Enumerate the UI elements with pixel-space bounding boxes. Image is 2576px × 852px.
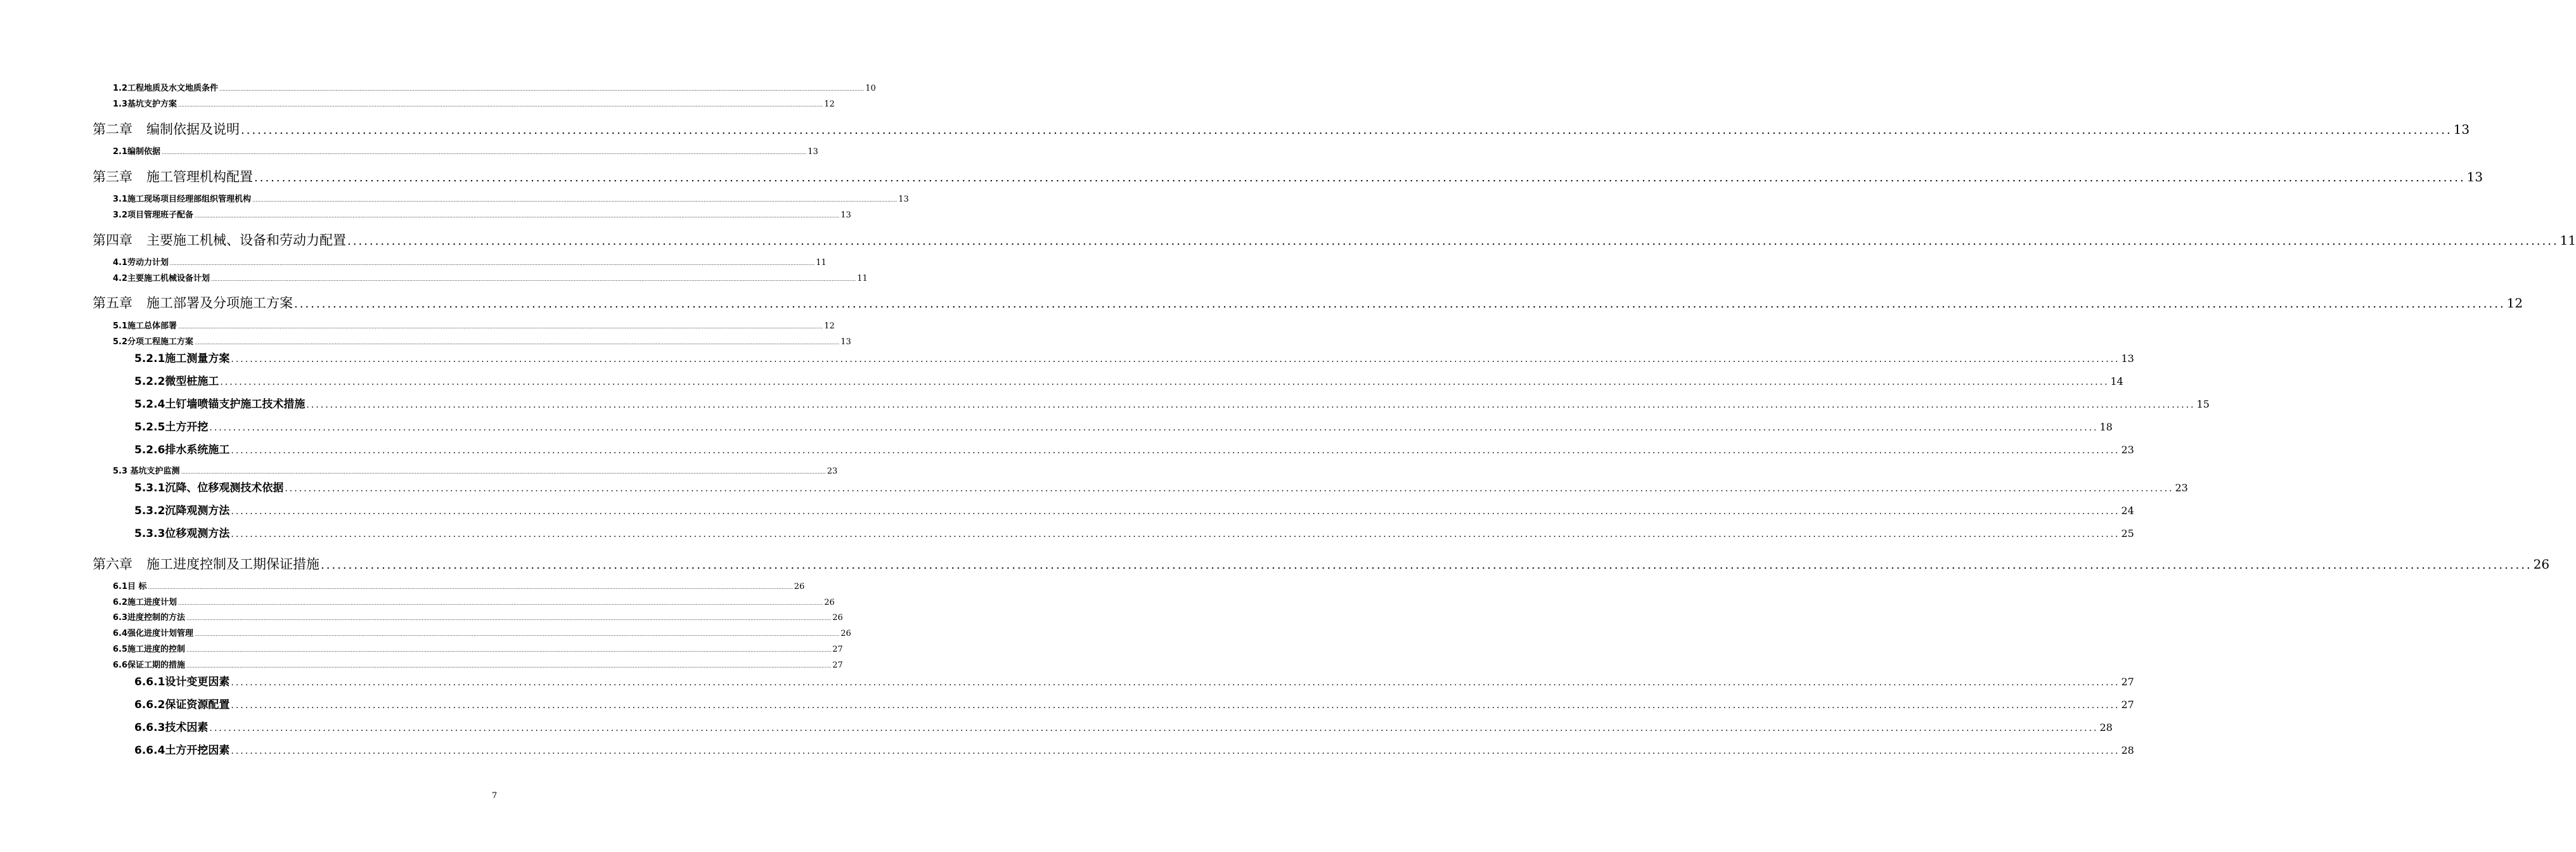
toc-entry[interactable]: [113, 319, 835, 331]
toc-entry[interactable]: [113, 610, 843, 623]
toc-entry-page: 12: [824, 100, 835, 109]
toc-entry[interactable]: [113, 658, 843, 670]
dot-leader: ................................................................................................................................................................................................................................................................................................................................................................................................................: [220, 377, 2109, 387]
toc-entry-title: 6.6保证工期的措施: [113, 661, 186, 670]
toc-entry-page: 13: [808, 147, 818, 157]
dot-leader: ................................................................................................................................................................................................................................................................................................................................................................................................................: [195, 213, 840, 219]
toc-entry-title: 4.1劳动力计划: [113, 258, 169, 268]
chapter-number: 第六章: [93, 557, 132, 572]
toc-entry-title: 6.1目 标: [113, 582, 147, 591]
toc-entry-page: 26: [832, 613, 843, 623]
toc-entry-title: 6.6.2保证资源配置: [134, 699, 230, 711]
dot-leader: ................................................................................................................................................................................................................................................................................................................................................................................................................: [148, 584, 793, 590]
toc-entry-title: 3.2项目管理班子配备: [113, 210, 194, 220]
toc-entry-page: 18: [2099, 421, 2113, 433]
toc-entry[interactable]: [113, 255, 827, 268]
toc-entry-page: 12: [2506, 295, 2523, 311]
toc-entry[interactable]: [113, 192, 909, 204]
toc-entry-page: 27: [832, 645, 843, 654]
toc-entry-title: 5.3 基坑支护监测: [113, 467, 180, 476]
toc-entry-page: 27: [832, 661, 843, 670]
toc-entry-title: 1.2工程地质及水文地质条件: [113, 84, 219, 93]
toc-entry-title: 5.2分项工程施工方案: [113, 337, 194, 347]
toc-entry[interactable]: [93, 230, 2576, 249]
toc-entry[interactable]: [113, 81, 876, 93]
toc-entry-title: 5.3.1沉降、位移观测技术依据: [134, 482, 284, 494]
toc-entry-page: 25: [2121, 527, 2134, 539]
toc-entry-page: 26: [840, 629, 851, 638]
dot-leader: ................................................................................................................................................................................................................................................................................................................................................................................................................: [186, 616, 832, 621]
toc-entry[interactable]: [113, 464, 838, 476]
toc-entry-title: 主要施工机械、设备和劳动力配置: [146, 233, 346, 248]
toc-entry[interactable]: [134, 479, 2188, 494]
toc-entry-title: 6.6.3技术因素: [134, 721, 209, 734]
toc-entry-title: 1.3基坑支护方案: [113, 100, 177, 109]
toc-entry-title: 编制依据及说明: [146, 122, 240, 137]
toc-entry-page: 27: [2121, 676, 2134, 688]
chapter-number: 第三章: [93, 169, 132, 184]
dot-leader: ................................................................................................................................................................................................................................................................................................................................................................................................................: [231, 700, 2120, 711]
dot-leader: ................................................................................................................................................................................................................................................................................................................................................................................................................: [231, 354, 2120, 365]
toc-entry[interactable]: [93, 554, 2550, 573]
toc-entry[interactable]: [93, 119, 2470, 138]
toc-entry[interactable]: [113, 626, 851, 638]
dot-leader: ................................................................................................................................................................................................................................................................................................................................................................................................................: [231, 529, 2120, 539]
toc-entry-title: 5.2.5土方开挖: [134, 421, 209, 434]
toc-entry[interactable]: [134, 501, 2134, 517]
toc-entry-title: 施工部署及分项施工方案: [146, 295, 293, 311]
toc-entry[interactable]: [134, 441, 2134, 456]
toc-entry-page: 11: [2560, 233, 2576, 248]
dot-leader: ................................................................................................................................................................................................................................................................................................................................................................................................................: [195, 340, 840, 345]
toc-entry[interactable]: [134, 349, 2134, 365]
dot-leader: ................................................................................................................................................................................................................................................................................................................................................................................................................: [186, 663, 832, 669]
toc-entry-page: 26: [2533, 557, 2550, 572]
toc-entry-title: 5.3.3位移观测方法: [134, 527, 230, 540]
toc-entry-title: 3.1施工现场项目经理部组织管理机构: [113, 195, 252, 204]
toc-entry[interactable]: [113, 208, 851, 220]
toc-entry[interactable]: [113, 335, 851, 347]
toc-entry[interactable]: [134, 718, 2113, 734]
chapter-number: 第五章: [93, 295, 132, 311]
toc-entry-page: 15: [2196, 398, 2210, 410]
toc-entry-title: 5.2.6排水系统施工: [134, 444, 230, 456]
toc-entry-page: 11: [857, 274, 868, 283]
toc-entry[interactable]: [134, 418, 2113, 434]
toc-entry-title: 2.1编制依据: [113, 147, 161, 157]
toc-entry-page: 28: [2099, 721, 2113, 733]
toc-entry-page: 26: [824, 598, 835, 607]
dot-leader: ................................................................................................................................................................................................................................................................................................................................................................................................................: [285, 484, 2174, 494]
toc-entry[interactable]: [134, 524, 2134, 540]
toc-entry-title: 6.6.4土方开挖因素: [134, 744, 230, 757]
toc-entry-title: 5.2.4土钉墙喷锚支护施工技术措施: [134, 398, 306, 411]
dot-leader: ................................................................................................................................................................................................................................................................................................................................................................................................................: [170, 261, 815, 266]
dot-leader: ................................................................................................................................................................................................................................................................................................................................................................................................................: [252, 197, 898, 203]
toc-entry-page: 28: [2121, 744, 2134, 756]
toc-entry-page: 14: [2110, 375, 2123, 387]
toc-entry-page: 13: [840, 210, 851, 220]
toc-entry-page: 26: [794, 582, 805, 591]
dot-leader: ................................................................................................................................................................................................................................................................................................................................................................................................................: [195, 631, 840, 637]
toc-entry[interactable]: [134, 372, 2123, 388]
toc-entry-page: 13: [2466, 169, 2483, 184]
toc-entry[interactable]: [93, 293, 2523, 312]
toc-entry-title: 6.5施工进度的控制: [113, 645, 186, 654]
dot-leader: ................................................................................................................................................................................................................................................................................................................................................................................................................: [254, 171, 2466, 184]
dot-leader: ................................................................................................................................................................................................................................................................................................................................................................................................................: [321, 558, 2532, 572]
dot-leader: ................................................................................................................................................................................................................................................................................................................................................................................................................: [306, 400, 2196, 410]
toc-entry-title: 5.3.2沉降观测方法: [134, 505, 230, 517]
toc-entry-page: 13: [2121, 352, 2134, 365]
chapter-number: 第四章: [93, 233, 132, 248]
dot-leader: ................................................................................................................................................................................................................................................................................................................................................................................................................: [209, 423, 2099, 433]
toc-entry-title: 6.3进度控制的方法: [113, 613, 186, 623]
toc-entry-page: 13: [898, 195, 909, 204]
dot-leader: ................................................................................................................................................................................................................................................................................................................................................................................................................: [162, 150, 807, 155]
dot-leader: ................................................................................................................................................................................................................................................................................................................................................................................................................: [211, 276, 856, 282]
toc-entry[interactable]: [134, 673, 2134, 688]
toc-entry[interactable]: [113, 145, 818, 157]
toc-entry-page: 23: [827, 467, 838, 476]
toc-entry-title: 施工进度控制及工期保证措施: [146, 557, 319, 572]
dot-leader: ................................................................................................................................................................................................................................................................................................................................................................................................................: [231, 678, 2120, 688]
dot-leader: ................................................................................................................................................................................................................................................................................................................................................................................................................: [181, 469, 826, 475]
toc-entry-page: 24: [2121, 505, 2134, 517]
toc-entry-page: 10: [865, 84, 876, 93]
toc-entry-title: 6.4强化进度计划管理: [113, 629, 194, 638]
dot-leader: ................................................................................................................................................................................................................................................................................................................................................................................................................: [347, 235, 2559, 248]
toc-entry[interactable]: [113, 97, 835, 109]
toc-entry-page: 27: [2121, 699, 2134, 711]
dot-leader: ................................................................................................................................................................................................................................................................................................................................................................................................................: [241, 124, 2452, 137]
dot-leader: ................................................................................................................................................................................................................................................................................................................................................................................................................: [209, 723, 2099, 733]
toc-entry[interactable]: [113, 595, 835, 607]
toc-entry[interactable]: [134, 741, 2134, 757]
toc-entry[interactable]: [113, 642, 843, 654]
dot-leader: ................................................................................................................................................................................................................................................................................................................................................................................................................: [178, 600, 823, 606]
toc-entry-title: 施工管理机构配置: [146, 169, 253, 184]
toc-entry-title: 6.2施工进度计划: [113, 598, 177, 607]
dot-leader: ................................................................................................................................................................................................................................................................................................................................................................................................................: [186, 647, 832, 653]
chapter-number: 第二章: [93, 122, 132, 137]
dot-leader: ................................................................................................................................................................................................................................................................................................................................................................................................................: [231, 746, 2120, 756]
toc-entry-title: 4.2主要施工机械设备计划: [113, 274, 210, 283]
dot-leader: ................................................................................................................................................................................................................................................................................................................................................................................................................: [231, 507, 2120, 517]
toc-entry-page: 13: [840, 337, 851, 347]
toc-entry-title: 6.6.1设计变更因素: [134, 676, 230, 688]
toc-entry-page: 23: [2175, 482, 2188, 494]
toc-entry[interactable]: [113, 579, 805, 591]
toc-entry[interactable]: [93, 167, 2483, 186]
toc-entry-page: 11: [816, 258, 827, 268]
toc-entry-title: 5.2.1施工测量方案: [134, 352, 230, 365]
toc-entry-title: 5.1施工总体部署: [113, 321, 177, 331]
toc-entry-title: 5.2.2微型桩施工: [134, 375, 219, 388]
toc-entry-page: 23: [2121, 444, 2134, 456]
toc-entry[interactable]: [134, 695, 2134, 711]
dot-leader: ................................................................................................................................................................................................................................................................................................................................................................................................................: [294, 297, 2506, 311]
toc-entry-page: 13: [2453, 122, 2470, 137]
toc-entry[interactable]: [134, 395, 2210, 411]
dot-leader: ................................................................................................................................................................................................................................................................................................................................................................................................................: [178, 324, 823, 330]
dot-leader: ................................................................................................................................................................................................................................................................................................................................................................................................................: [219, 86, 865, 92]
dot-leader: ................................................................................................................................................................................................................................................................................................................................................................................................................: [178, 102, 823, 108]
toc-entry-page: 12: [824, 321, 835, 331]
page-number: 7: [492, 791, 498, 801]
toc-entry[interactable]: [113, 271, 868, 283]
dot-leader: ................................................................................................................................................................................................................................................................................................................................................................................................................: [231, 446, 2120, 456]
